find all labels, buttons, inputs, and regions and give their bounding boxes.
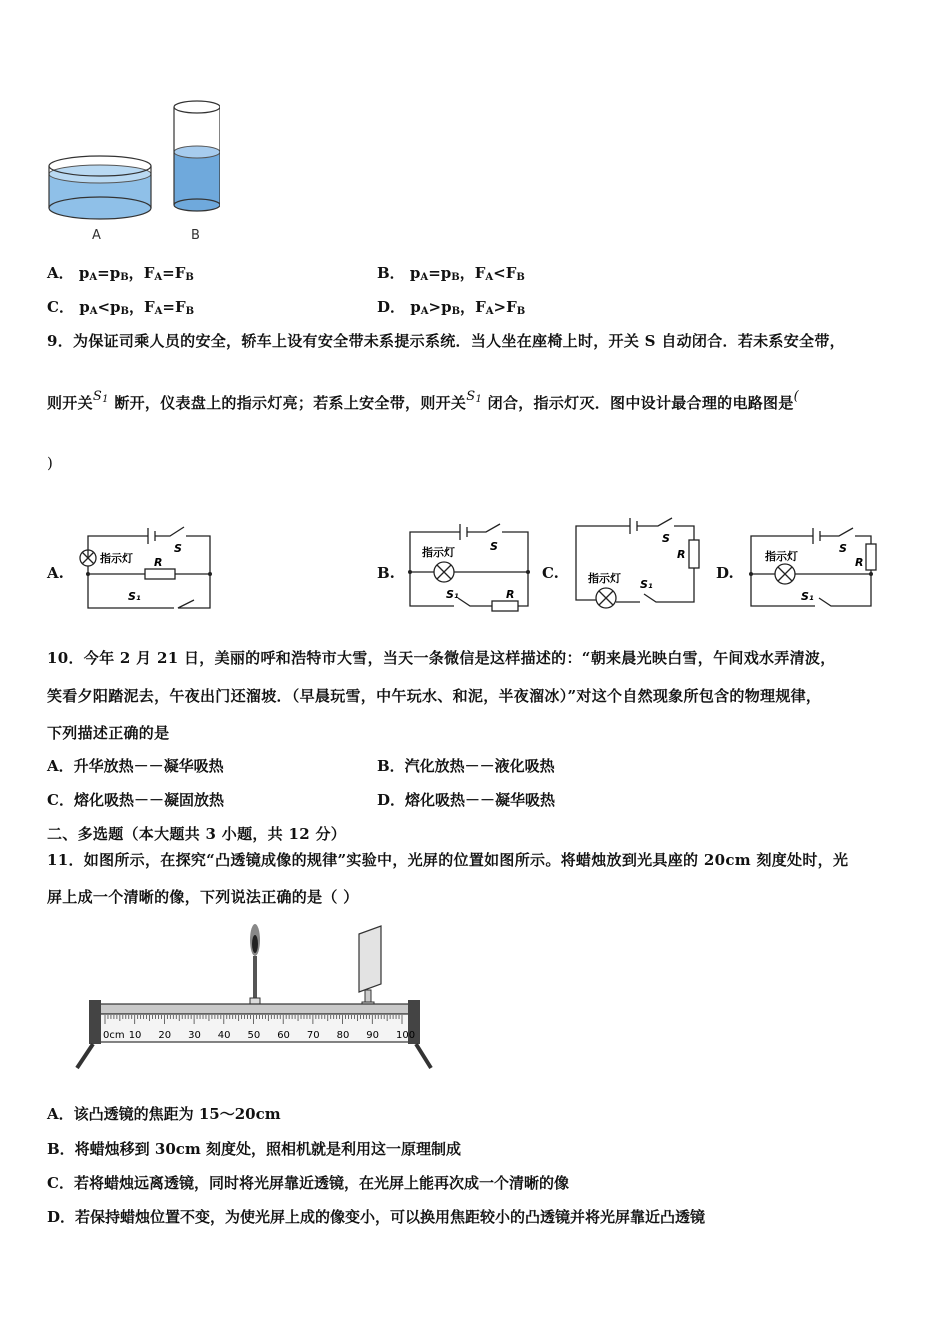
q11-option-d[interactable]: D．若保持蜡烛位置不变，为使光屏上成的像变小，可以换用焦距较小的凸透镜并将光屏靠近凸透镜 — [47, 1208, 706, 1226]
section-heading: 二、多选题（本大题共 3 小题，共 12 分） — [47, 825, 347, 843]
q9-stem-line1: 9．为保证司乘人员的安全，轿车上设有安全带未系提示系统．当人坐在座椅上时，开关 S 自动闭合．若未系安全带， — [47, 332, 845, 350]
s1-symbol: $S_1$ — [466, 389, 483, 405]
q9-option-b[interactable]: B. — [377, 564, 395, 582]
ruler-tick-label: 0cm — [103, 1030, 125, 1041]
q9-option-d[interactable]: D. — [716, 564, 734, 582]
switch-s1-label: S₁ — [640, 578, 653, 591]
container-a — [49, 156, 151, 219]
ruler-tick-label: 70 — [306, 1030, 320, 1041]
q10-stem-line1: 10．今年 2 月 21 日，美丽的呼和浩特市大雪，当天一条微信是这样描述的：“朝来晨光映白雪，午间戏水弄清波， — [47, 649, 836, 667]
q10-option-d[interactable]: D．熔化吸热－－凝华吸热 — [377, 791, 556, 809]
q11-stem-line1: 11．如图所示，在探究“凸透镜成像的规律”实验中，光屏的位置如图所示。将蜡烛放到光具座的 20cm 刻度处时，光 — [47, 851, 849, 869]
q11-option-b[interactable]: B．将蜡烛移到 30cm 刻度处，照相机就是利用这一原理制成 — [47, 1140, 462, 1158]
q10-stem-line3: 下列描述正确的是 — [47, 724, 170, 742]
q11-stem-line2: 屏上成一个清晰的像，下列说法正确的是（ ） — [47, 888, 359, 906]
resistor-r-label: R — [677, 548, 686, 561]
q9-option-a[interactable]: A. — [47, 564, 64, 582]
switch-s-label: S — [839, 542, 847, 555]
switch-s-label: S — [490, 540, 498, 553]
q9-option-c[interactable]: C. — [542, 564, 559, 582]
container-a-label: A — [92, 228, 101, 243]
q11-option-a[interactable]: A．该凸透镜的焦距为 15～20cm — [47, 1105, 281, 1123]
ruler-tick-label: 80 — [336, 1030, 350, 1041]
q10-option-b[interactable]: B．汽化放热－－液化吸热 — [377, 757, 555, 775]
q10-option-c[interactable]: C．熔化吸热－－凝固放热 — [47, 791, 224, 809]
ruler-tick-label: 60 — [277, 1030, 290, 1041]
q11-option-c[interactable]: C．若将蜡烛远离透镜，同时将光屏靠近透镜，在光屏上能再次成一个清晰的像 — [47, 1174, 569, 1192]
s1-symbol: $S_1$ — [92, 389, 109, 405]
circuit-b — [402, 520, 534, 612]
switch-s1-label: S₁ — [446, 588, 459, 601]
circuit-c — [570, 510, 705, 610]
circuit-a — [70, 518, 220, 613]
light-screen — [359, 926, 381, 1012]
q10-option-a[interactable]: A．升华放热－－凝华吸热 — [47, 757, 224, 775]
candle — [250, 924, 260, 1012]
open-paren: ( — [793, 389, 800, 404]
q8-option-c[interactable]: C． $p_A<p_B$，$F_A=F_B$ — [47, 298, 195, 317]
q8-option-d[interactable]: D． $p_A>p_B$，$F_A>F_B$ — [377, 298, 526, 317]
container-b — [174, 101, 220, 211]
optical-bench-figure — [75, 918, 435, 1076]
switch-s-label: S — [662, 532, 670, 545]
ruler-tick-label: 100 — [396, 1030, 416, 1041]
circuit-d — [745, 516, 880, 612]
ruler-tick-label: 40 — [217, 1030, 231, 1041]
resistor-r-label: R — [855, 556, 864, 569]
ruler-tick-label: 30 — [188, 1030, 201, 1041]
container-b-label: B — [191, 228, 200, 243]
lamp-label: 指示灯 — [765, 550, 798, 563]
q10-stem-line2: 笑看夕阳踏泥去，午夜出门还溜坡．（早晨玩雪，中午玩水、和泥，半夜溜冰）”对这个自然现象所包含的物理规律， — [47, 687, 822, 705]
lamp-label: 指示灯 — [588, 572, 621, 585]
resistor-r-label: R — [154, 556, 163, 569]
ruler-tick-label: 20 — [158, 1030, 172, 1041]
containers-figure — [40, 95, 220, 250]
switch-s1-label: S₁ — [128, 590, 141, 603]
lamp-label: 指示灯 — [422, 546, 455, 559]
switch-s-label: S — [174, 542, 182, 555]
q8-option-b[interactable]: B． $p_A=p_B$，$F_A<F_B$ — [377, 264, 525, 283]
ruler-tick-label: 90 — [366, 1030, 380, 1041]
switch-s1-label: S₁ — [801, 590, 814, 603]
q9-stem-line2: 则开关$S_1$ 断开，仪表盘上的指示灯亮；若系上安全带，则开关$S_1$ 闭合，指示灯灭．图中设计最合理的电路图是( — [47, 389, 800, 412]
q8-option-a[interactable]: A． $p_A=p_B$，$F_A=F_B$ — [47, 264, 194, 283]
ruler-tick-label: 50 — [247, 1030, 261, 1041]
q9-answer-paren-close: ) — [47, 454, 54, 472]
lamp-label: 指示灯 — [100, 552, 133, 565]
ruler-tick-label: 10 — [128, 1030, 142, 1041]
resistor-r-label: R — [506, 588, 515, 601]
